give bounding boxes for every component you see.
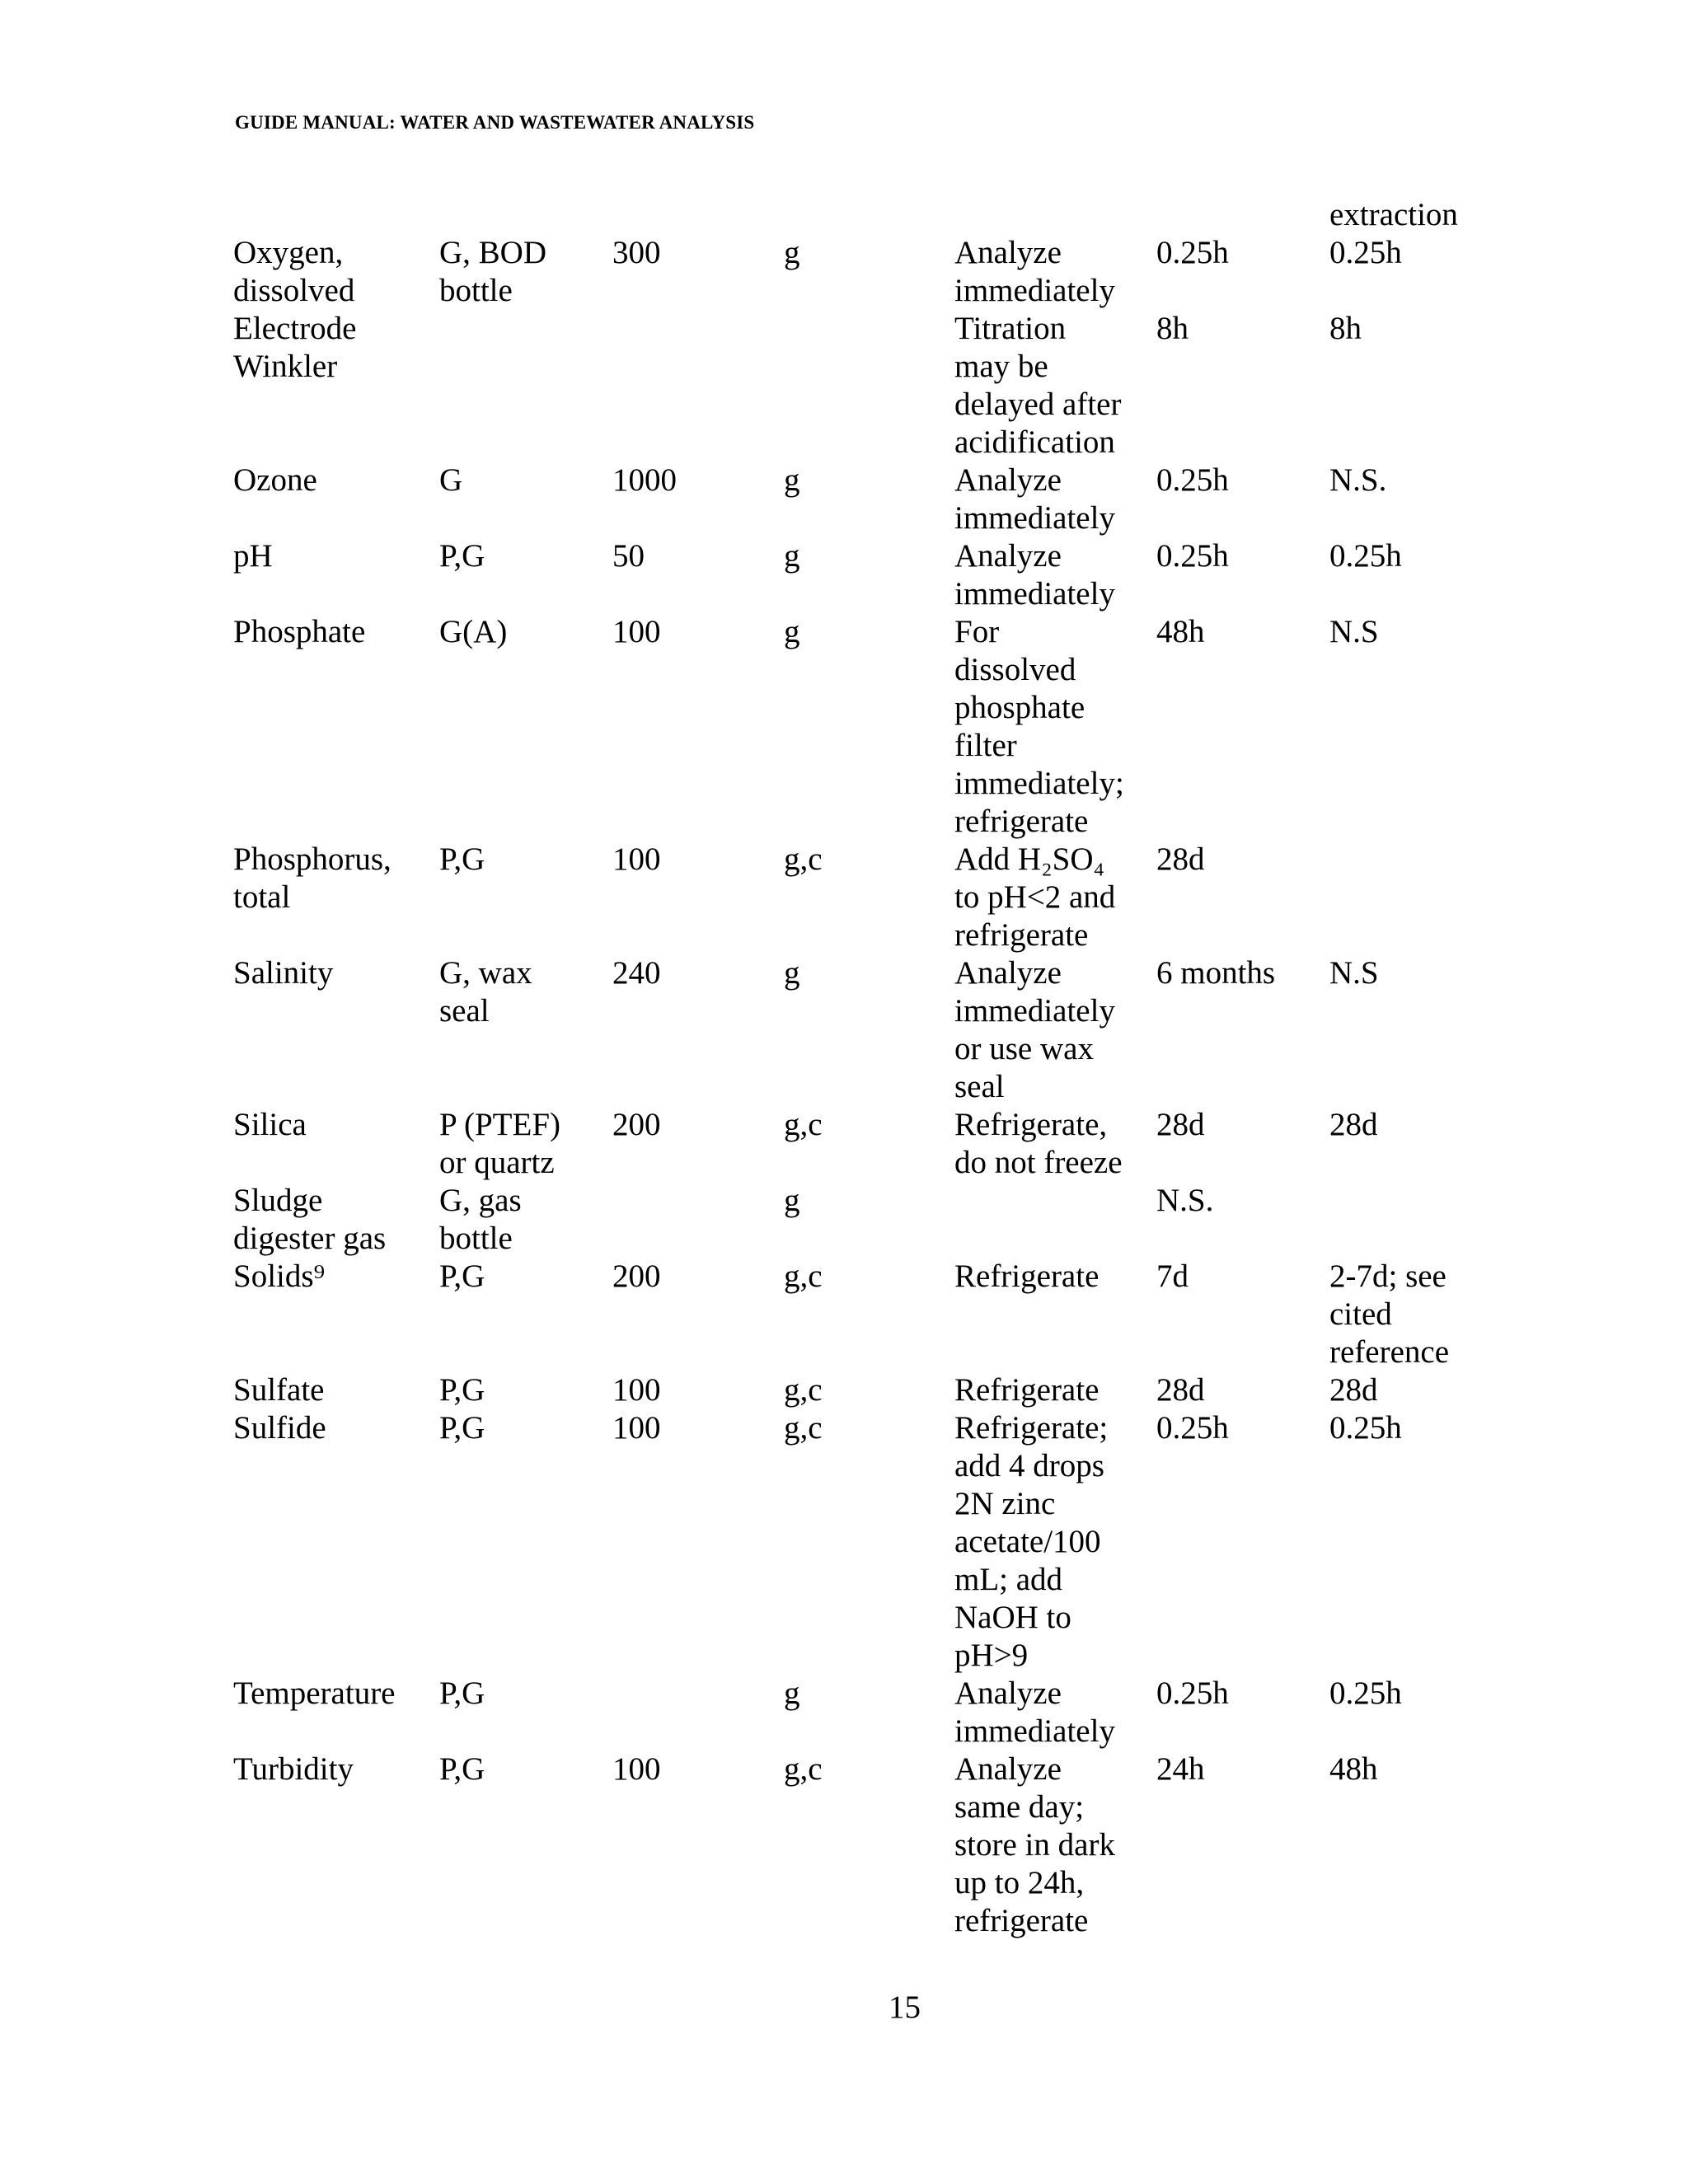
cell-line: refrigerate [954,804,1089,839]
cell-min-sample-size [612,954,661,992]
cell-min-sample-size [612,1106,661,1144]
cell-max-storage-regulatory [1329,310,1362,348]
cell-max-storage-regulatory [1329,1371,1378,1409]
cell-line: seal [954,1069,1005,1104]
cell-determination [233,954,333,992]
cell-line: pH [233,538,273,574]
cell-preservation [954,1258,1099,1296]
cell-line: or use wax [954,1031,1094,1066]
cell-line: 28d [1156,841,1205,877]
cell-line: up to 24h, [954,1865,1085,1900]
cell-sample-type [784,1371,823,1409]
cell-max-storage-recommended [1156,462,1229,499]
cell-line: g,c [784,1410,823,1446]
cell-min-sample-size [612,841,661,879]
cell-preservation [954,1371,1099,1409]
cell-max-storage-regulatory [1329,196,1458,234]
cell-line: P,G [439,1410,485,1446]
cell-max-storage-regulatory [1329,1750,1378,1788]
cell-sample-type [784,1182,800,1220]
running-header: GUIDE MANUAL: WATER AND WASTEWATER ANALYSIS [235,112,755,133]
cell-line: g,c [784,1372,823,1408]
cell-line: Salinity [233,955,334,991]
cell-preservation [954,954,1115,1106]
cell-line: 2-7d; see [1329,1258,1447,1294]
cell-line: filter [954,728,1017,763]
cell-line: Phosphate [233,614,366,649]
cell-line: 0.25h [1156,1410,1229,1446]
cell-line: Analyze [954,1751,1062,1787]
cell-sample-type [784,537,800,575]
cell-line: g,c [784,1107,823,1142]
cell-max-storage-regulatory [1329,234,1402,272]
cell-line: Temperature [233,1675,396,1711]
cell-line: delayed after [954,387,1122,422]
cell-max-storage-recommended [1156,1182,1213,1220]
cell-line: Sulfate [233,1372,325,1408]
cell-line: 100 [612,1372,661,1408]
cell-container [439,841,485,879]
cell-line: pH>9 [954,1638,1029,1673]
cell-line: P,G [439,1675,485,1711]
cell-line: N.S. [1156,1183,1214,1218]
cell-line: g [784,538,800,574]
cell-line: N.S. [1329,462,1387,498]
cell-line: 100 [612,1751,661,1787]
cell-sample-type [784,1258,823,1296]
cell-max-storage-recommended [1156,1371,1205,1409]
cell-line: mL; add [954,1562,1063,1597]
cell-line: P,G [439,1258,485,1294]
cell-line: 28d [1329,1107,1378,1142]
cell-min-sample-size [612,1371,661,1409]
cell-sample-type [784,1106,823,1144]
cell-line: Sulfide [233,1410,326,1446]
cell-line: Oxygen, [233,235,344,270]
cell-sample-type [784,841,823,879]
cell-line: bottle [439,273,513,308]
cell-determination [233,1675,396,1713]
cell-line: Analyze [954,462,1062,498]
cell-line: bottle [439,1221,513,1256]
cell-line: 100 [612,614,661,649]
cell-line: 8h [1329,311,1362,346]
cell-line: immediately [954,1713,1115,1749]
cell-container [439,1182,522,1258]
cell-line: immediately [954,576,1115,612]
cell-line: to pH<2 and [954,879,1116,915]
cell-max-storage-recommended [1156,1750,1205,1788]
cell-line: digester gas [233,1221,387,1256]
cell-line: or quartz [439,1145,555,1180]
cell-container [439,1106,560,1182]
cell-line: 240 [612,955,661,991]
cell-line: Refrigerate; [954,1410,1109,1446]
cell-sample-type [784,1409,823,1447]
cell-line: G(A) [439,614,508,649]
cell-line: 50 [612,538,645,574]
cell-line: g,c [784,1258,823,1294]
cell-line: acetate/100 [954,1524,1101,1559]
cell-line: seal [439,993,490,1029]
cell-max-storage-recommended [1156,1106,1205,1144]
cell-line: P,G [439,1751,485,1787]
cell-line: Refrigerate [954,1258,1100,1294]
cell-line: 300 [612,235,661,270]
cell-max-storage-recommended [1156,841,1205,879]
cell-preservation [954,1409,1108,1675]
cell-max-storage-regulatory [1329,462,1386,499]
cell-sample-type [784,1750,823,1788]
cell-container [439,1750,485,1788]
cell-preservation [954,537,1115,613]
cell-line: 1000 [612,462,677,498]
cell-max-storage-regulatory [1329,1675,1402,1713]
cell-determination [233,1750,354,1788]
cell-line: 24h [1156,1751,1205,1787]
cell-determination [233,1258,325,1296]
cell-min-sample-size [612,1409,661,1447]
cell-line: dissolved [233,273,355,308]
cell-line: 100 [612,841,661,877]
cell-line: 8h [1156,311,1189,346]
cell-line: g [784,614,800,649]
cell-line: P,G [439,1372,485,1408]
cell-line: For [954,614,1000,649]
cell-line: Analyze [954,955,1062,991]
cell-line: add 4 drops [954,1448,1104,1483]
cell-line: immediately [954,993,1115,1029]
cell-sample-type [784,462,800,499]
cell-line: G, wax [439,955,532,991]
cell-preservation [954,1750,1115,1940]
cell-max-storage-recommended [1156,310,1189,348]
cell-line: g [784,1183,800,1218]
cell-line: Titration [954,311,1067,346]
cell-line: refrigerate [954,1903,1089,1938]
cell-line: g [784,955,800,991]
cell-determination [233,1409,326,1447]
cell-line: total [233,879,291,915]
cell-determination [233,613,365,651]
cell-line: Silica [233,1107,307,1142]
cell-line: 28d [1156,1107,1205,1142]
cell-min-sample-size [612,234,661,272]
cell-container [439,1371,485,1409]
cell-line: 0.25h [1329,235,1402,270]
cell-container [439,1258,485,1296]
cell-line: Refrigerate [954,1372,1100,1408]
cell-max-storage-recommended [1156,1258,1189,1296]
cell-max-storage-recommended [1156,1675,1229,1713]
cell-max-storage-regulatory [1329,537,1402,575]
cell-determination [233,1182,386,1258]
cell-line: 0.25h [1156,538,1229,574]
cell-sample-type [784,613,800,651]
cell-determination [233,310,356,386]
cell-min-sample-size [612,613,661,651]
cell-line: may be [954,349,1048,384]
cell-line: 200 [612,1107,661,1142]
cell-line: 48h [1156,614,1205,649]
cell-sample-type [784,954,800,992]
cell-line: Add H₂SO₄ [954,841,1105,877]
cell-line: immediately [954,500,1115,536]
cell-line: 6 months [1156,955,1276,991]
cell-max-storage-regulatory [1329,1409,1402,1447]
cell-line: g,c [784,841,823,877]
cell-line: 7d [1156,1258,1189,1294]
cell-determination [233,234,354,310]
cell-line: Winkler [233,349,338,384]
cell-line: Analyze [954,538,1062,574]
cell-line: Refrigerate, [954,1107,1108,1142]
cell-preservation [954,310,1121,462]
cell-line: cited [1329,1296,1392,1332]
cell-preservation [954,841,1115,954]
cell-container [439,537,485,575]
cell-container [439,613,507,651]
cell-line: 28d [1156,1372,1205,1408]
cell-line: 28d [1329,1372,1378,1408]
cell-line: Solids⁹ [233,1258,326,1294]
cell-line: g [784,1675,800,1711]
cell-max-storage-recommended [1156,954,1275,992]
cell-preservation [954,1675,1115,1750]
cell-line: 0.25h [1329,1675,1402,1711]
cell-container [439,1675,485,1713]
cell-max-storage-recommended [1156,1409,1229,1447]
cell-line: 2N zinc [954,1486,1056,1521]
cell-max-storage-regulatory [1329,1106,1378,1144]
cell-line: 0.25h [1156,1675,1229,1711]
cell-container [439,462,462,499]
cell-max-storage-recommended [1156,613,1205,651]
cell-max-storage-regulatory [1329,1258,1449,1371]
cell-sample-type [784,234,800,272]
page-number: 15 [889,1990,921,2025]
cell-determination [233,462,317,499]
cell-sample-type [784,1675,800,1713]
cell-line: 200 [612,1258,661,1294]
cell-determination [233,1371,324,1409]
cell-line: G [439,462,463,498]
cell-line: extraction [1329,197,1458,232]
cell-line: N.S [1329,614,1379,649]
cell-preservation [954,462,1115,537]
cell-line: g,c [784,1751,823,1787]
cell-preservation [954,1106,1123,1182]
cell-max-storage-recommended [1156,234,1229,272]
cell-line: Phosphorus, [233,841,392,877]
cell-line: 0.25h [1156,235,1229,270]
cell-container [439,1409,485,1447]
cell-min-sample-size [612,1258,661,1296]
cell-preservation [954,234,1115,310]
cell-line: Analyze [954,235,1062,270]
cell-min-sample-size [612,537,645,575]
cell-line: Turbidity [233,1751,354,1787]
cell-max-storage-recommended [1156,537,1229,575]
cell-line: G, gas [439,1183,522,1218]
cell-line: Electrode [233,311,357,346]
cell-line: phosphate [954,690,1085,725]
cell-line: immediately [954,273,1115,308]
cell-line: acidification [954,424,1115,460]
cell-line: g [784,235,800,270]
cell-line: 0.25h [1329,538,1402,574]
cell-line: g [784,462,800,498]
cell-line: P,G [439,538,485,574]
cell-line: dissolved [954,652,1076,687]
cell-line: NaOH to [954,1600,1071,1635]
cell-line: reference [1329,1334,1450,1370]
cell-line: Ozone [233,462,317,498]
cell-line: P (PTEF) [439,1107,560,1142]
cell-line: refrigerate [954,917,1089,953]
cell-line: N.S [1329,955,1379,991]
cell-determination [233,1106,307,1144]
cell-line: Sludge [233,1183,323,1218]
cell-line: immediately; [954,766,1124,801]
cell-determination [233,841,392,916]
cell-determination [233,537,273,575]
cell-line: G, BOD [439,235,547,270]
cell-max-storage-regulatory [1329,954,1379,992]
cell-line: same day; [954,1789,1085,1825]
cell-container [439,234,546,310]
cell-line: 0.25h [1156,462,1229,498]
cell-preservation [954,613,1124,841]
cell-line: store in dark [954,1827,1115,1863]
cell-line: 100 [612,1410,661,1446]
cell-line: Analyze [954,1675,1062,1711]
cell-line: P,G [439,841,485,877]
cell-line: do not freeze [954,1145,1123,1180]
cell-min-sample-size [612,1750,661,1788]
cell-max-storage-regulatory [1329,613,1379,651]
cell-container [439,954,532,1030]
cell-line: 48h [1329,1751,1378,1787]
cell-min-sample-size [612,462,677,499]
cell-line: 0.25h [1329,1410,1402,1446]
